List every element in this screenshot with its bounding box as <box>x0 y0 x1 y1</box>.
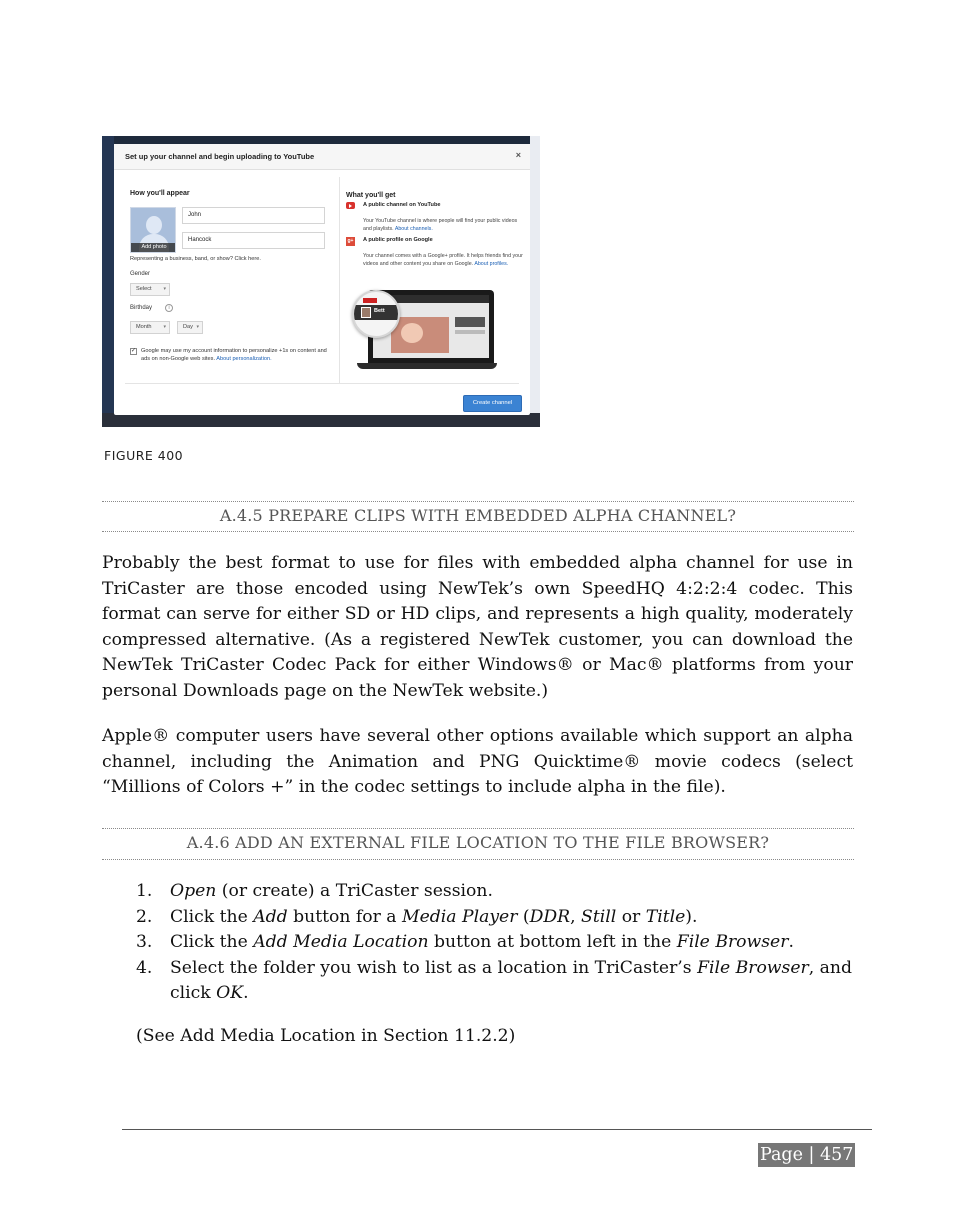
last-name-input[interactable]: Hancock <box>182 232 325 249</box>
section-heading-file-location: A.4.6 ADD AN EXTERNAL FILE LOCATION TO THE FILE BROWSER? <box>186 833 770 852</box>
step-text: ( <box>517 906 530 927</box>
laptop-sidebar-block <box>455 317 485 327</box>
gender-select-value: Select <box>136 286 152 292</box>
step-text: ). <box>685 906 698 927</box>
gender-select[interactable] <box>130 283 170 296</box>
figure-caption: FIGURE 400 <box>104 448 184 463</box>
paragraph-speedhq: Probably the best format to use for files with embedded alpha channel for use in TriCaster are those encoded using NewTek’s own SpeedHQ 4:2:2:4 codec. This format can serve for either SD or HD clips, and represents a high quality, moderately compressed alternative. (As a registered NewTek customer, you can download the NewTek TriCaster Codec Pack for either Windows® or Mac® platforms from your personal Downloads page on the NewTek website.) <box>102 553 853 701</box>
list-item <box>136 905 852 931</box>
channel-setup-dialog <box>114 144 530 415</box>
month-select[interactable] <box>130 321 170 334</box>
chevron-down-icon: ▾ <box>163 286 166 292</box>
youtube-logo-icon <box>363 298 377 303</box>
magnifier-avatar <box>361 307 371 318</box>
consent-checkbox[interactable]: ✓ <box>131 348 137 354</box>
about-profiles-link[interactable]: About profiles. <box>474 260 509 267</box>
magnifier-bubble <box>352 290 400 338</box>
list-item <box>136 956 852 1007</box>
day-select-value: Day <box>183 324 193 330</box>
background-bottom <box>102 413 540 427</box>
heading-rule-top <box>102 501 854 502</box>
step-text: Click the <box>170 932 254 953</box>
step-text: button at bottom left in the <box>428 932 677 953</box>
magnifier-name: Bett <box>374 308 385 314</box>
business-link[interactable]: Representing a business, band, or show? Click here. <box>130 256 261 262</box>
step-text: Select the folder you wish to list as a location in TriCaster’s <box>170 957 698 978</box>
step-emphasis: Add Media Location <box>253 932 429 953</box>
background-left <box>102 136 114 427</box>
gender-label: Gender <box>130 271 151 277</box>
steps-list <box>136 879 852 1007</box>
section-heading-alpha: A.4.5 PREPARE CLIPS WITH EMBEDDED ALPHA CHANNEL? <box>219 506 737 525</box>
heading-rule-top <box>102 828 854 829</box>
feature-profile-text: Your channel comes with a Google+ profile. It helps friends find your videos and other content you share on Google. <box>363 253 523 267</box>
chevron-down-icon: ▾ <box>163 324 166 330</box>
chevron-down-icon: ▾ <box>196 324 199 330</box>
feature-channel-text: Your YouTube channel is where people will find your public videos and playlists. <box>363 218 518 232</box>
step-emphasis: File Browser <box>697 957 809 978</box>
footer-rule <box>122 1129 872 1130</box>
dialog-title: Set up your channel and begin uploading to YouTube <box>125 152 315 161</box>
youtube-icon <box>346 202 355 209</box>
heading-rule-bottom <box>102 859 854 860</box>
page-number: Page | 457 <box>760 1145 854 1165</box>
birthday-label: Birthday <box>130 305 153 311</box>
step-text: Click the <box>170 906 254 927</box>
list-number: 4. <box>136 957 153 978</box>
heading-rule-bottom <box>102 531 854 532</box>
step-text: . <box>788 932 794 953</box>
info-icon[interactable]: i <box>165 304 173 312</box>
column-divider <box>339 177 340 383</box>
add-photo-button[interactable]: Add photo <box>131 243 176 252</box>
month-select-value: Month <box>136 324 152 330</box>
google-plus-icon: g+ <box>347 238 354 244</box>
step-emphasis: Still <box>581 906 617 927</box>
list-number: 2. <box>136 906 153 927</box>
dialog-header <box>114 144 530 170</box>
step-text: , and click <box>170 957 852 1004</box>
background-right <box>530 136 540 427</box>
see-also-note: (See Add Media Location in Section 11.2.2) <box>136 1026 516 1046</box>
step-text: or <box>616 906 646 927</box>
day-select[interactable] <box>177 321 203 334</box>
feature-profile-desc <box>363 253 527 268</box>
step-emphasis: Media Player <box>402 906 518 927</box>
about-channels-link[interactable]: About channels. <box>394 225 433 232</box>
close-icon[interactable]: × <box>515 150 521 160</box>
first-name-input[interactable]: John <box>182 207 325 224</box>
step-emphasis: DDR <box>529 906 571 927</box>
feature-profile-title: A public profile on Google <box>363 237 433 243</box>
figure-screenshot <box>102 136 540 427</box>
step-emphasis: File Browser <box>676 932 789 953</box>
list-item <box>136 879 852 905</box>
list-item <box>136 930 852 956</box>
laptop-photo-face <box>401 323 423 343</box>
step-emphasis: Title <box>645 906 686 927</box>
consent-text-block <box>141 348 336 363</box>
feature-channel-title: A public channel on YouTube <box>363 202 441 208</box>
step-emphasis: Add <box>253 906 288 927</box>
avatar[interactable] <box>130 207 176 253</box>
step-text: button for a <box>287 906 403 927</box>
create-channel-button[interactable]: Create channel <box>463 395 522 412</box>
step-emphasis: OK <box>216 983 244 1004</box>
paragraph-apple: Apple® computer users have several other options available which support an alpha channel, including the Animation and PNG Quicktime® movie codecs (select “Millions of Colors +” in the codec settings to include alpha in the file). <box>102 726 853 798</box>
personalization-link[interactable]: About personalization. <box>216 355 272 362</box>
avatar-head-shape <box>146 216 162 234</box>
how-appear-heading: How you'll appear <box>130 190 190 197</box>
step-emphasis: Open <box>170 881 217 901</box>
footer-divider <box>125 383 519 384</box>
what-get-heading: What you'll get <box>346 192 396 199</box>
step-text: , <box>570 906 582 927</box>
step-text: . <box>243 983 249 1004</box>
laptop-sidebar-line <box>455 330 485 334</box>
list-number: 1. <box>136 881 153 901</box>
list-number: 3. <box>136 932 153 953</box>
laptop-base <box>357 363 497 369</box>
step-text: (or create) a TriCaster session. <box>216 881 493 901</box>
feature-channel-desc <box>363 218 527 233</box>
consent-text: Google may use my account information to personalize +1s on content and ads on non-Google web sites. <box>141 348 327 362</box>
